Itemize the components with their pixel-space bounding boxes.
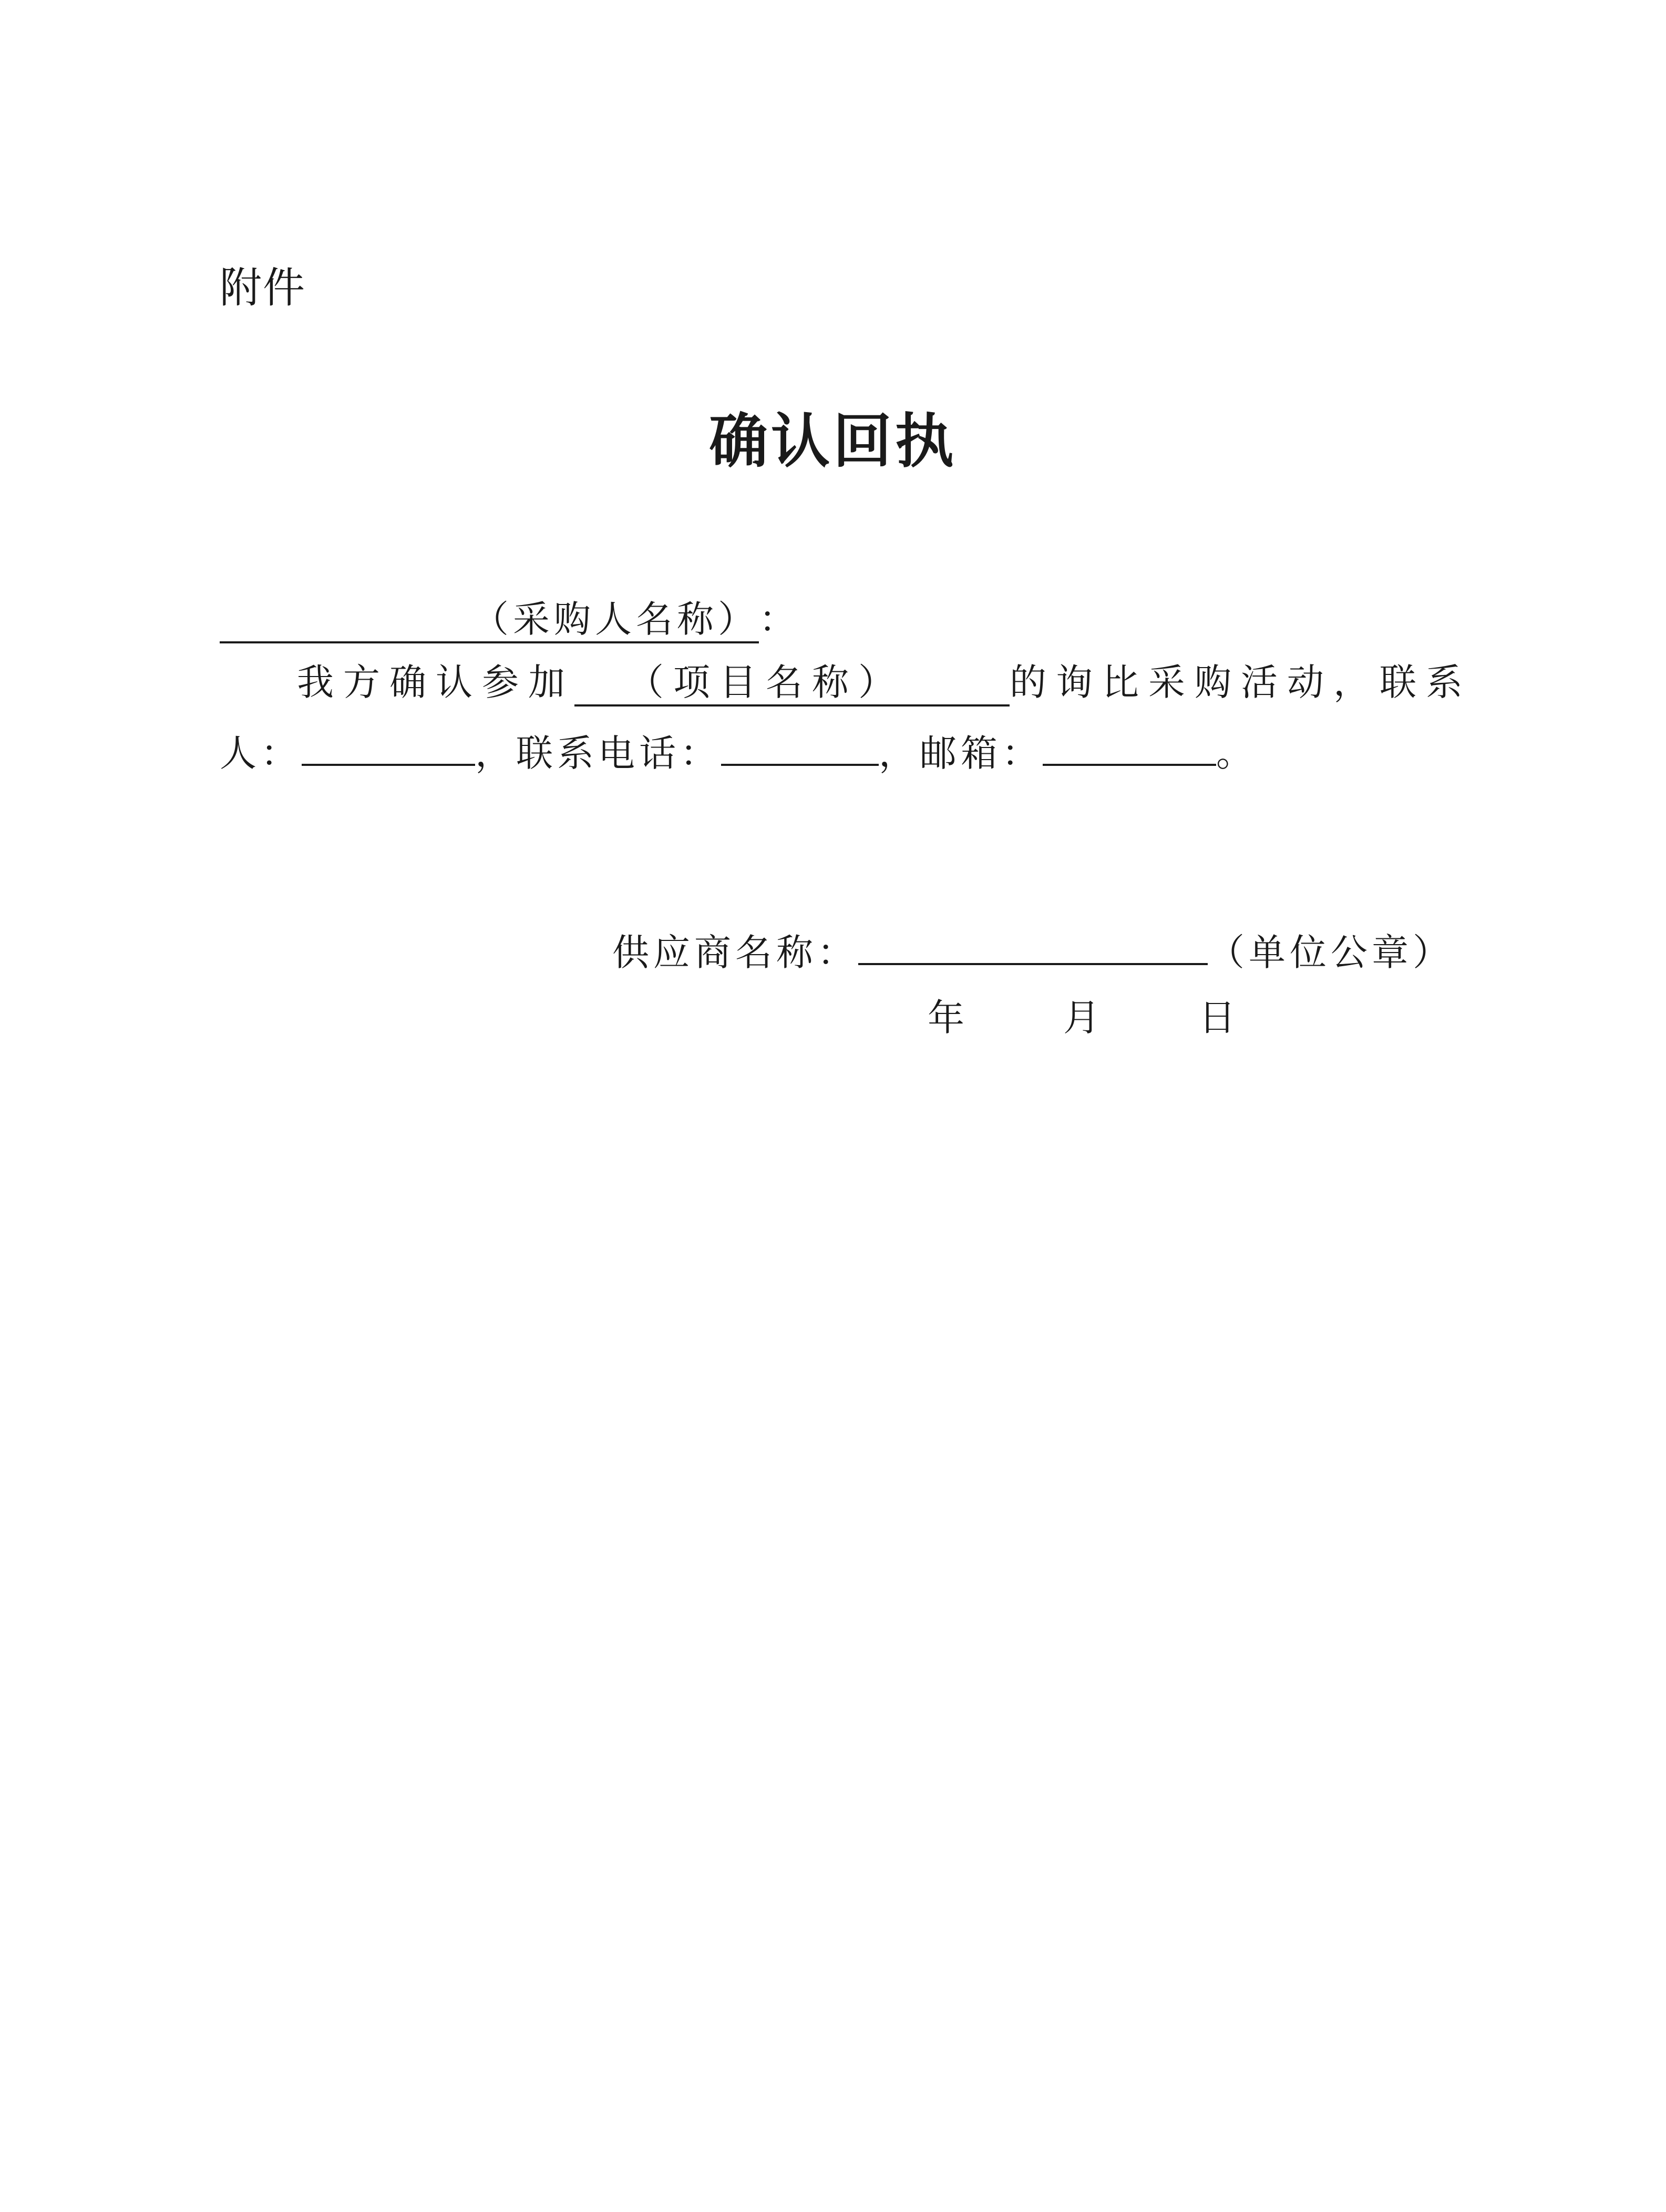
salutation-line bbox=[220, 593, 800, 646]
supplier-line bbox=[612, 926, 1454, 979]
contact-label: 人： bbox=[220, 732, 302, 775]
seal-note: （单位公章） bbox=[1208, 931, 1454, 974]
project-name-blank[interactable] bbox=[574, 660, 1010, 706]
project-name-placeholder: （项目名称） bbox=[627, 661, 904, 704]
supplier-label: 供应商名称： bbox=[612, 931, 858, 974]
salutation-colon: ： bbox=[759, 598, 800, 641]
body-middle: 的询比采购活动，联系 bbox=[1010, 661, 1472, 704]
contact-person-blank[interactable] bbox=[302, 727, 475, 766]
body-line-1 bbox=[297, 656, 1472, 709]
phone-blank[interactable] bbox=[721, 727, 879, 766]
supplier-name-blank[interactable] bbox=[858, 926, 1208, 965]
phone-label: ，联系电话： bbox=[475, 732, 721, 775]
body-line-2 bbox=[220, 727, 1257, 780]
document-title: 确认回执 bbox=[709, 407, 957, 476]
body-prefix: 我方确认参加 bbox=[297, 661, 574, 704]
body-end: 。 bbox=[1216, 732, 1257, 775]
year-label: 年 bbox=[928, 996, 969, 1039]
date-line bbox=[928, 991, 1240, 1044]
email-blank[interactable] bbox=[1043, 727, 1216, 766]
attachment-label: 附件 bbox=[220, 263, 306, 312]
email-label: ，邮箱： bbox=[879, 732, 1043, 775]
month-label: 月 bbox=[1063, 996, 1104, 1039]
purchaser-name-blank[interactable] bbox=[220, 597, 759, 643]
day-label: 日 bbox=[1199, 996, 1240, 1039]
purchaser-name-placeholder: （采购人名称） bbox=[472, 598, 759, 641]
